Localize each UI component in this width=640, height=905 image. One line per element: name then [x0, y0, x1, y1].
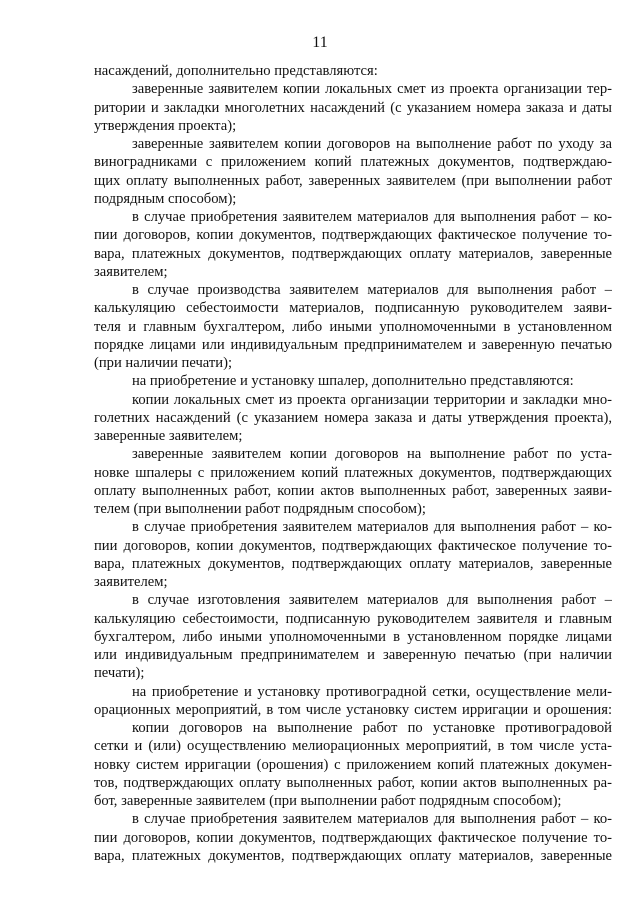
text-line: пии договоров, копии документов, подтверждающих фактическое получение то- — [94, 227, 612, 244]
text-line: утверждения проекта); — [94, 117, 237, 134]
text-line: ритории и закладки многолетних насаждений (с указанием номера заказа и даты — [94, 99, 612, 116]
text-line: заверенные заявителем; — [94, 428, 243, 444]
text-line: в случае приобретения заявителем материалов для выполнения работ – ко- — [132, 811, 612, 828]
text-line: пии договоров, копии документов, подтверждающих фактическое получение то- — [94, 829, 612, 846]
text-line: телем (при выполнении работ подрядным способом); — [94, 501, 426, 517]
text-line: теля и главным бухгалтером, либо иными уполномоченными в установленном — [94, 318, 612, 335]
text-line: орационных мероприятий, в том числе установку систем ирригации и орошения: — [94, 701, 612, 718]
text-line: вара, платежных документов, подтверждающих оплату материалов, заверенные — [94, 847, 612, 864]
text-line: новку систем ирригации (орошения) с приложением копий платежных докумен- — [94, 756, 612, 773]
text-line: в случае производства заявителем материалов для выполнения работ – — [132, 282, 612, 298]
text-line: бот, заверенные заявителем (при выполнении работ подрядным способом); — [94, 793, 562, 809]
text-line: заверенные заявителем копии локальных смет из проекта организации тер- — [132, 81, 612, 98]
text-line: виноградниками с приложением копий платежных документов, подтверждаю- — [94, 154, 612, 171]
text-line: порядке лицами или индивидуальным предпринимателем и заверенную печатью — [94, 336, 612, 353]
text-line: копии локальных смет из проекта организации территории и закладки мно- — [132, 391, 612, 408]
text-line: на приобретение и установку противоградной сетки, осуществление мели- — [132, 683, 612, 700]
text-line: оплату выполненных работ, копии актов выполненных работ, заверенных заяви- — [94, 482, 612, 499]
text-line: заявителем; — [94, 263, 168, 280]
text-line: на приобретение и установку шпалер, дополнительно представляются: — [132, 373, 574, 390]
text-line: вара, платежных документов, подтверждающих оплату материалов, заверенные — [94, 245, 612, 262]
text-line: щих оплату выполненных работ, заверенных заявителем (при выполнении работ — [94, 172, 612, 189]
text-line: заверенные заявителем копии договоров на выполнение работ по уходу за — [132, 136, 612, 152]
text-line: (при наличии печати); — [94, 355, 233, 371]
text-line: или индивидуальным предпринимателем и заверенную печатью (при наличии — [94, 647, 612, 663]
text-line: калькуляцию себестоимости материалов, подписанную руководителем заяви- — [94, 300, 612, 317]
text-line: печати); — [94, 665, 145, 682]
text-line: заявителем; — [94, 574, 168, 590]
text-line: голетних насаждений (с указанием номера заказа и даты утверждения проекта), — [94, 409, 612, 426]
text-line: копии договоров на выполнение работ по установке противоградовой — [132, 720, 612, 736]
document-body — [94, 62, 612, 865]
text-line: вара, платежных документов, подтверждающих оплату материалов, заверенные — [94, 555, 612, 572]
text-line: подрядным способом); — [94, 190, 237, 207]
text-line: бухгалтером, либо иными уполномоченными в установленном порядке лицами — [94, 628, 612, 645]
text-line: сетки и (или) осуществлению мелиорационных мероприятий, в том числе уста- — [94, 738, 612, 755]
text-line: новке шпалеры с приложением копий платежных документов, подтверждающих — [94, 464, 612, 481]
text-line: заверенные заявителем копии договоров на выполнение работ по уста- — [132, 446, 612, 463]
text-line: пии договоров, копии документов, подтверждающих фактическое получение то- — [94, 537, 612, 554]
text-line: в случае приобретения заявителем материалов для выполнения работ – ко- — [132, 209, 612, 225]
text-line: калькуляцию себестоимости, подписанную руководителем заявителя и главным — [94, 610, 612, 627]
page-number: 11 — [312, 34, 328, 51]
text-line: тов, подтверждающих оплату выполненных работ, копии актов выполненных ра- — [94, 774, 612, 791]
text-line: насаждений, дополнительно представляются: — [94, 63, 378, 79]
text-line: в случае приобретения заявителем материалов для выполнения работ – ко- — [132, 519, 612, 536]
text-line: в случае изготовления заявителем материалов для выполнения работ – — [132, 592, 612, 609]
